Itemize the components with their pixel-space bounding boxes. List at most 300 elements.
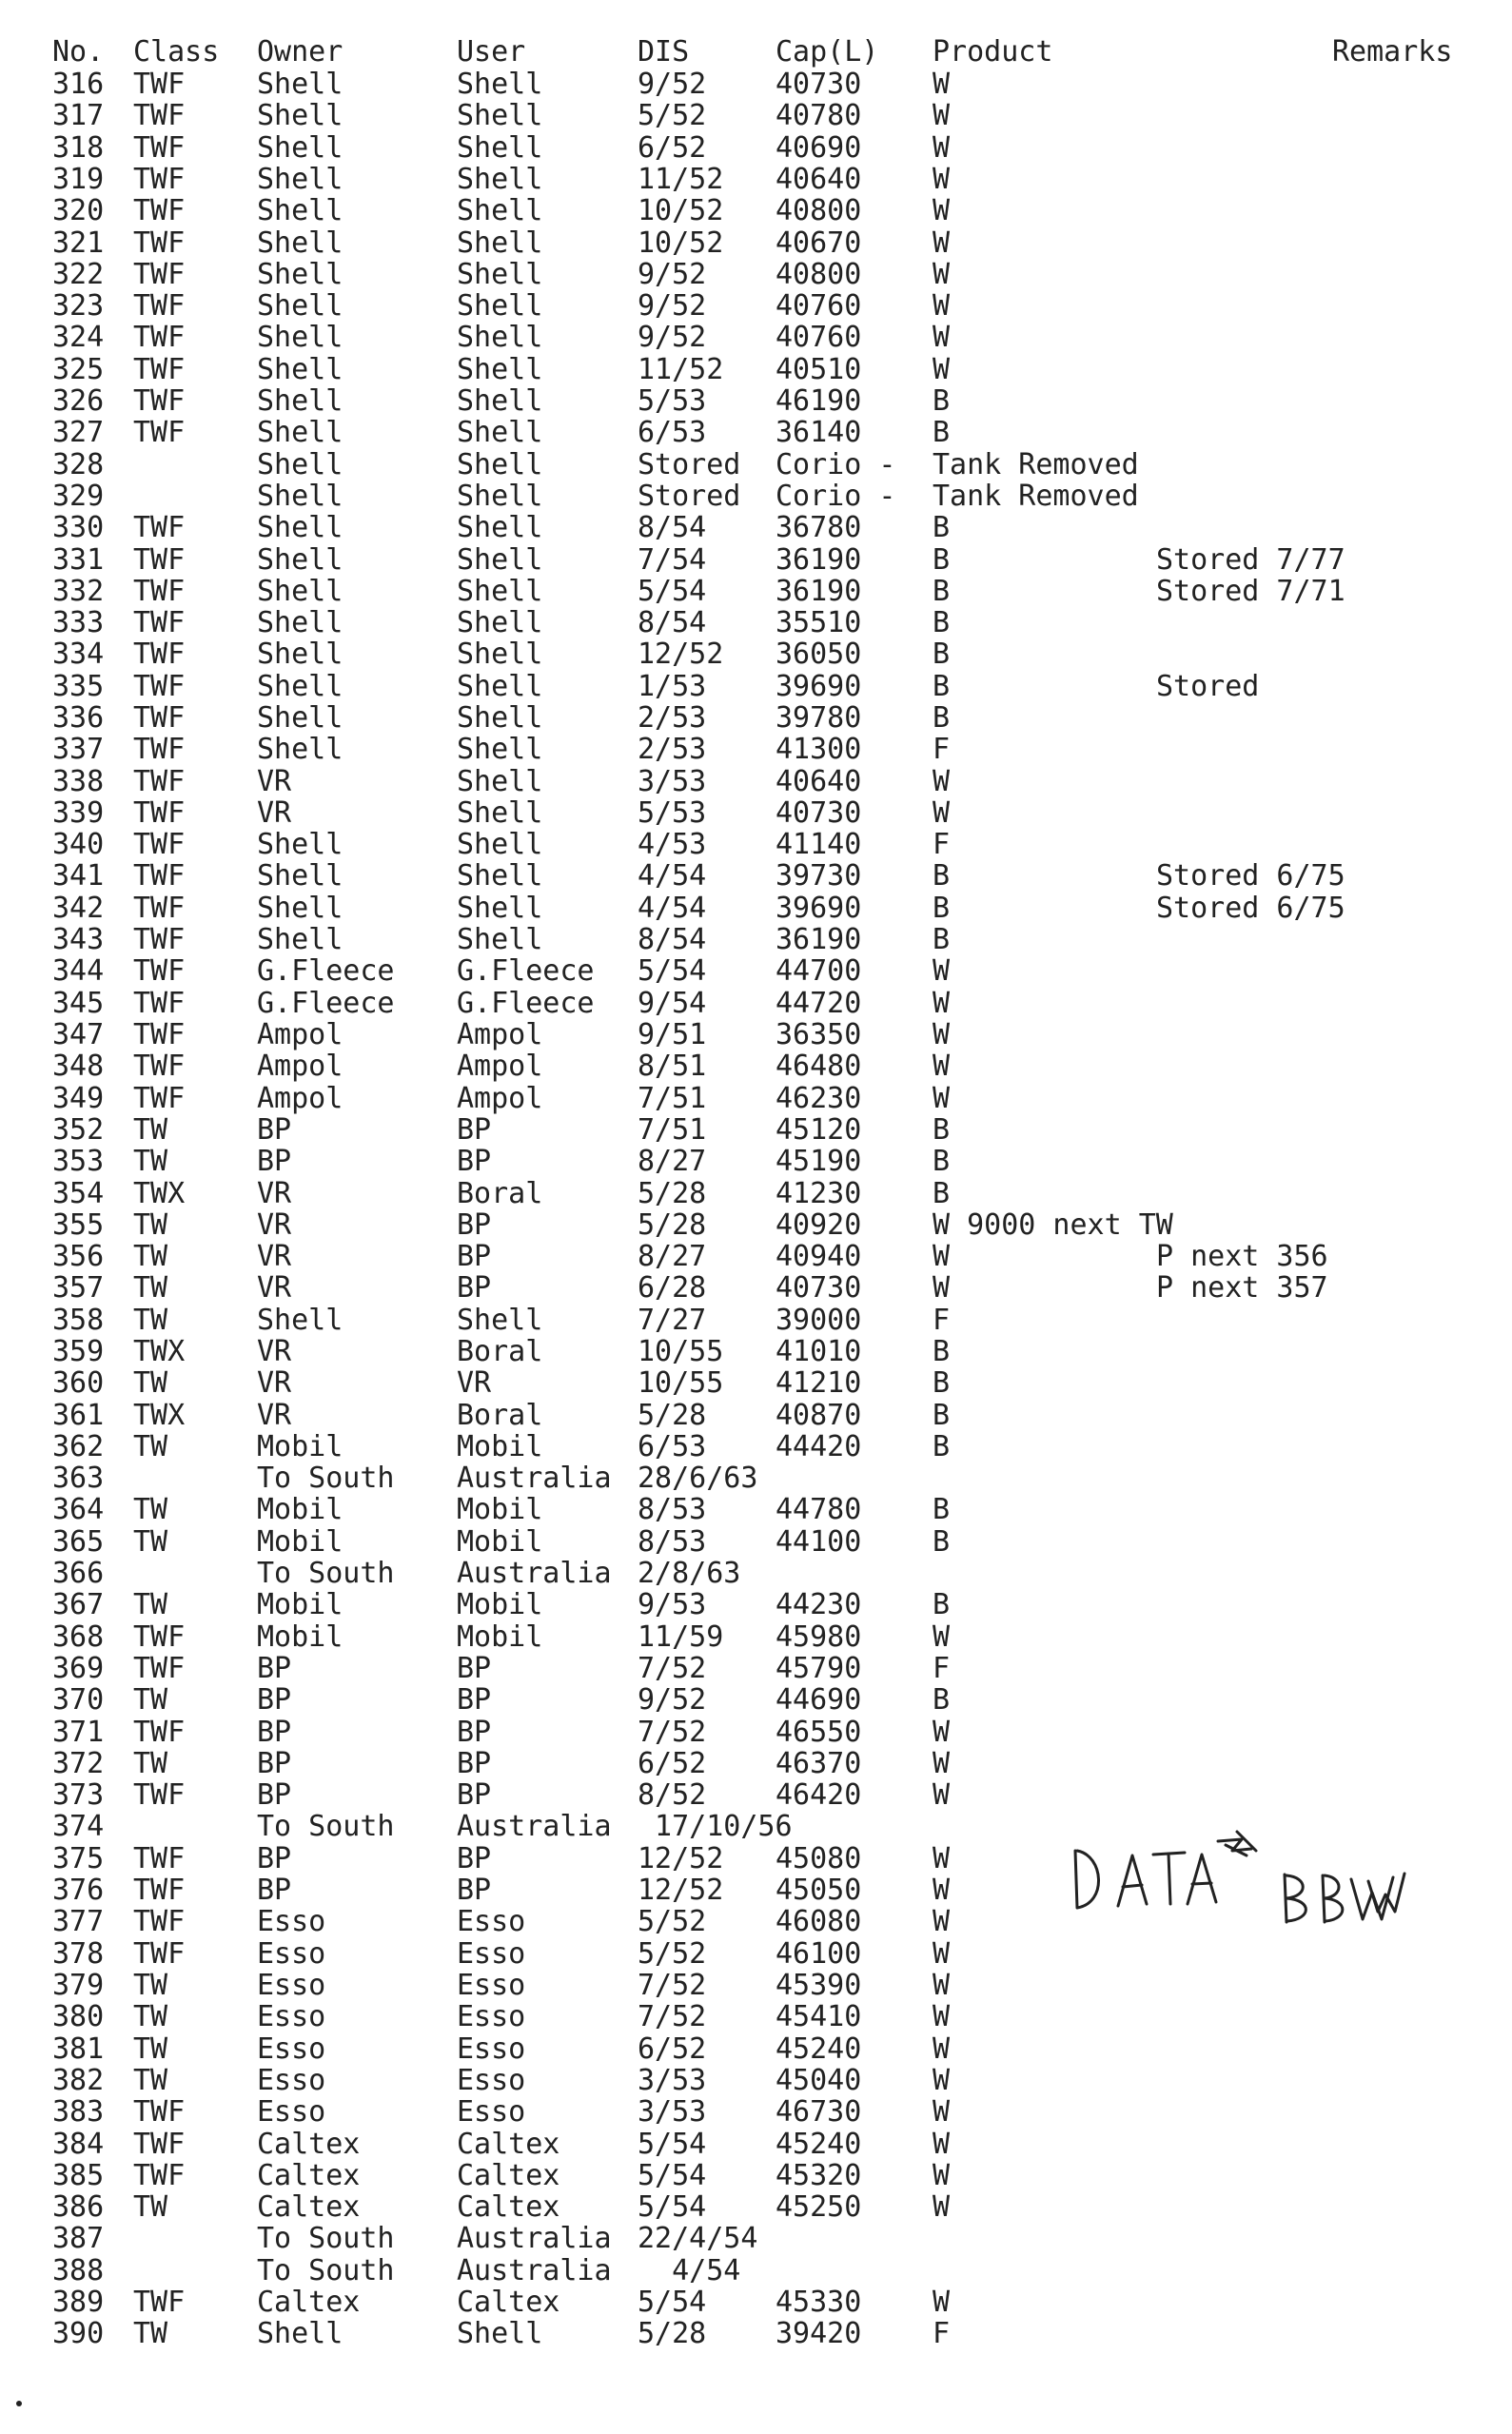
row-product: W [933, 765, 951, 798]
row-remarks: P next 357 [1156, 1271, 1328, 1305]
row-no: 367 [52, 1588, 105, 1621]
row-class: TWF [133, 1050, 186, 1083]
row-class: TWF [133, 226, 186, 260]
row-dis: 2/8/63 [638, 1557, 741, 1590]
row-user: BP [457, 1145, 492, 1178]
row-cap: 40670 [776, 226, 862, 260]
row-user: Shell [457, 353, 543, 386]
row-product: F [933, 1304, 951, 1337]
row-no: 336 [52, 701, 105, 735]
row-remarks: Stored 7/71 [1156, 575, 1345, 608]
row-class: TWF [133, 638, 186, 671]
row-product: W [933, 1050, 951, 1083]
row-product: W [933, 68, 951, 101]
row-no: 383 [52, 2095, 105, 2129]
table-row [0, 2001, 1512, 2033]
row-owner: Shell [257, 892, 344, 925]
row-user: Caltex [457, 2286, 560, 2319]
table-row [0, 1748, 1512, 1780]
row-dis: 6/28 [638, 1271, 707, 1305]
row-owner: To South [257, 2254, 395, 2287]
row-no: 380 [52, 2000, 105, 2033]
row-cap: 46550 [776, 1716, 862, 1749]
table-row [0, 734, 1512, 766]
row-product: B [933, 1493, 951, 1526]
row-no: 319 [52, 163, 105, 196]
table-row [0, 576, 1512, 608]
row-class: TWF [133, 258, 186, 291]
row-remarks: Stored 6/75 [1156, 892, 1345, 925]
row-cap: 40800 [776, 258, 862, 291]
row-dis: 8/27 [638, 1240, 707, 1273]
row-user: Shell [457, 99, 543, 132]
row-dis: 5/52 [638, 1937, 707, 1971]
row-cap: 36350 [776, 1018, 862, 1051]
row-user: Shell [457, 733, 543, 766]
row-no: 331 [52, 543, 105, 577]
row-no: 343 [52, 923, 105, 956]
row-dis: 10/52 [638, 194, 724, 227]
row-product: B [933, 701, 951, 735]
row-user: Shell [457, 796, 543, 830]
row-owner: VR [257, 765, 292, 798]
row-remarks: Stored 7/77 [1156, 543, 1345, 577]
handwritten-note [1066, 1813, 1408, 1927]
table-row [0, 766, 1512, 798]
row-class: TWF [133, 796, 186, 830]
row-product: W [933, 796, 951, 830]
table-row [0, 290, 1512, 323]
row-no: 339 [52, 796, 105, 830]
row-no: 353 [52, 1145, 105, 1178]
table-row [0, 671, 1512, 703]
row-owner: Mobil [257, 1525, 344, 1559]
row-product: W [933, 1747, 951, 1780]
table-row [0, 512, 1512, 544]
row-no: 371 [52, 1716, 105, 1749]
row-no: 369 [52, 1652, 105, 1685]
row-cap: 40940 [776, 1240, 862, 1273]
row-product: W [933, 1271, 951, 1305]
row-user: Caltex [457, 2159, 560, 2192]
table-row [0, 1589, 1512, 1621]
row-cap: 39780 [776, 701, 862, 735]
table-row [0, 132, 1512, 165]
row-owner: VR [257, 796, 292, 830]
row-user: Shell [457, 2317, 543, 2350]
row-no: 359 [52, 1335, 105, 1368]
row-user: Mobil [457, 1430, 543, 1463]
row-cap: 40690 [776, 131, 862, 165]
row-product: B [933, 923, 951, 956]
row-user: Boral [457, 1335, 543, 1368]
table-row [0, 354, 1512, 386]
row-product: B [933, 638, 951, 671]
row-user: Shell [457, 1304, 543, 1337]
row-user: Shell [457, 606, 543, 639]
row-user: Shell [457, 384, 543, 418]
row-dis: 2/53 [638, 733, 707, 766]
row-owner: Mobil [257, 1588, 344, 1621]
row-product: F [933, 2317, 951, 2350]
row-cap: 39730 [776, 859, 862, 893]
row-cap: 40730 [776, 68, 862, 101]
table-row [0, 2191, 1512, 2224]
row-product: B [933, 1177, 951, 1210]
row-class: TW [133, 1430, 168, 1463]
row-dis: 8/53 [638, 1525, 707, 1559]
row-class: TWF [133, 2286, 186, 2319]
row-user: BP [457, 1113, 492, 1147]
row-user: Shell [457, 511, 543, 544]
row-cap: 46370 [776, 1747, 862, 1780]
row-cap: 39690 [776, 892, 862, 925]
row-dis: 17/10/56 [638, 1810, 793, 1843]
row-owner: BP [257, 1778, 292, 1812]
row-cap: 44690 [776, 1683, 862, 1717]
row-product: B [933, 1525, 951, 1559]
row-class: TWF [133, 2159, 186, 2192]
row-cap: 45050 [776, 1874, 862, 1907]
row-product: F [933, 828, 951, 861]
row-product: W [933, 2032, 951, 2066]
row-cap: 45240 [776, 2032, 862, 2066]
row-class: TWF [133, 1842, 186, 1875]
row-product: W [933, 1018, 951, 1051]
row-no: 372 [52, 1747, 105, 1780]
row-user: Shell [457, 543, 543, 577]
row-user: Esso [457, 2032, 526, 2066]
row-dis: 10/55 [638, 1335, 724, 1368]
row-dis: 5/54 [638, 575, 707, 608]
row-owner: Shell [257, 606, 344, 639]
row-user: Esso [457, 1937, 526, 1971]
row-dis: 5/54 [638, 2286, 707, 2319]
table-header [0, 36, 1512, 69]
row-no: 362 [52, 1430, 105, 1463]
row-product: B [933, 670, 951, 703]
row-owner: Shell [257, 226, 344, 260]
row-product: W [933, 353, 951, 386]
row-no: 335 [52, 670, 105, 703]
row-user: Boral [457, 1399, 543, 1432]
row-dis: 7/54 [638, 543, 707, 577]
table-row [0, 259, 1512, 291]
row-owner: Shell [257, 923, 344, 956]
row-user: Shell [457, 258, 543, 291]
row-user: Caltex [457, 2128, 560, 2161]
row-no: 342 [52, 892, 105, 925]
row-cap: 40760 [776, 321, 862, 354]
table-row [0, 1653, 1512, 1685]
row-dis: 8/54 [638, 923, 707, 956]
row-cap: 45120 [776, 1113, 862, 1147]
table-row [0, 2129, 1512, 2161]
row-user: Shell [457, 163, 543, 196]
table-row [0, 1400, 1512, 1432]
row-user: Shell [457, 670, 543, 703]
row-product: W 9000 next TW [933, 1208, 1173, 1242]
row-class: TWF [133, 1874, 186, 1907]
table-row [0, 638, 1512, 671]
row-no: 387 [52, 2222, 105, 2255]
row-owner: Shell [257, 859, 344, 893]
row-cap: 40780 [776, 99, 862, 132]
row-no: 317 [52, 99, 105, 132]
row-no: 379 [52, 1969, 105, 2002]
row-class: TWF [133, 987, 186, 1020]
row-user: Esso [457, 2000, 526, 2033]
row-dis: 9/52 [638, 289, 707, 323]
row-owner: Shell [257, 99, 344, 132]
table-row [0, 2160, 1512, 2192]
row-user: Shell [457, 701, 543, 735]
table-row [0, 1717, 1512, 1749]
row-product: B [933, 1366, 951, 1400]
row-dis: 12/52 [638, 1874, 724, 1907]
row-class: TWF [133, 1937, 186, 1971]
row-owner: VR [257, 1366, 292, 1400]
table-row [0, 69, 1512, 101]
table-row [0, 893, 1512, 925]
row-no: 361 [52, 1399, 105, 1432]
table-row [0, 1970, 1512, 2002]
row-user: Esso [457, 2064, 526, 2097]
row-no: 329 [52, 480, 105, 513]
table-row [0, 1526, 1512, 1559]
row-dis: 5/28 [638, 2317, 707, 2350]
row-class: TW [133, 2317, 168, 2350]
row-product: B [933, 416, 951, 449]
row-no: 327 [52, 416, 105, 449]
row-user: Shell [457, 480, 543, 513]
row-dis: 12/52 [638, 638, 724, 671]
row-owner: Shell [257, 733, 344, 766]
row-class: TWF [133, 892, 186, 925]
table-row [0, 1083, 1512, 1115]
row-product: W [933, 1240, 951, 1273]
table-row [0, 544, 1512, 577]
row-owner: BP [257, 1874, 292, 1907]
row-cap: 46480 [776, 1050, 862, 1083]
row-no: 332 [52, 575, 105, 608]
row-cap: 45790 [776, 1652, 862, 1685]
row-cap: 45390 [776, 1969, 862, 2002]
row-user: BP [457, 1747, 492, 1780]
row-dis: 9/52 [638, 321, 707, 354]
row-no: 358 [52, 1304, 105, 1337]
table-row [0, 702, 1512, 735]
table-row [0, 1305, 1512, 1337]
row-class: TWF [133, 733, 186, 766]
row-product: B [933, 859, 951, 893]
row-owner: Esso [257, 2095, 326, 2129]
row-dis: 8/54 [638, 606, 707, 639]
row-dis: 4/54 [638, 859, 707, 893]
row-user: VR [457, 1366, 492, 1400]
row-owner: G.Fleece [257, 954, 395, 988]
row-product: W [933, 1874, 951, 1907]
row-user: BP [457, 1716, 492, 1749]
row-class: TW [133, 1969, 168, 2002]
row-class: TWX [133, 1177, 186, 1210]
row-product: B [933, 1430, 951, 1463]
row-no: 345 [52, 987, 105, 1020]
row-cap: 40870 [776, 1399, 862, 1432]
row-cap: 39000 [776, 1304, 862, 1337]
row-dis: 5/52 [638, 1905, 707, 1938]
row-no: 330 [52, 511, 105, 544]
row-cap: 40640 [776, 163, 862, 196]
row-user: Australia [457, 2222, 612, 2255]
row-product: W [933, 2190, 951, 2224]
row-owner: Shell [257, 575, 344, 608]
row-product: B [933, 1335, 951, 1368]
row-owner: Shell [257, 1304, 344, 1337]
row-owner: Shell [257, 258, 344, 291]
row-dis: 8/53 [638, 1493, 707, 1526]
row-no: 377 [52, 1905, 105, 1938]
row-owner: VR [257, 1399, 292, 1432]
row-no: 328 [52, 448, 105, 481]
handwritten-note-graphic [1066, 1813, 1408, 1927]
row-dis: 7/51 [638, 1113, 707, 1147]
row-class: TWF [133, 163, 186, 196]
table-row [0, 1938, 1512, 1971]
row-user: Shell [457, 923, 543, 956]
row-dis: 9/52 [638, 1683, 707, 1717]
table-row [0, 1178, 1512, 1210]
row-cap: 44700 [776, 954, 862, 988]
row-cap: 36140 [776, 416, 862, 449]
table-row [0, 1684, 1512, 1717]
row-cap: 45410 [776, 2000, 862, 2033]
row-class: TWF [133, 68, 186, 101]
row-user: Caltex [457, 2190, 560, 2224]
row-product: W [933, 99, 951, 132]
row-class: TWF [133, 954, 186, 988]
row-user: Australia [457, 2254, 612, 2287]
row-product: W [933, 2064, 951, 2097]
row-no: 389 [52, 2286, 105, 2319]
row-dis: 9/53 [638, 1588, 707, 1621]
row-no: 385 [52, 2159, 105, 2192]
table-row [0, 2287, 1512, 2319]
row-user: G.Fleece [457, 954, 595, 988]
row-class: TWF [133, 1018, 186, 1051]
row-cap: 45980 [776, 1620, 862, 1654]
row-product: W [933, 1905, 951, 1938]
row-class: TWF [133, 2128, 186, 2161]
row-dis: 5/28 [638, 1399, 707, 1432]
row-no: 341 [52, 859, 105, 893]
row-class: TWF [133, 859, 186, 893]
row-dis: 10/52 [638, 226, 724, 260]
row-no: 386 [52, 2190, 105, 2224]
row-cap: 46230 [776, 1082, 862, 1115]
row-owner: Shell [257, 828, 344, 861]
row-dis: 10/55 [638, 1366, 724, 1400]
table-row [0, 1336, 1512, 1368]
row-class: TWF [133, 353, 186, 386]
table-row [0, 100, 1512, 132]
table-row [0, 924, 1512, 956]
row-no: 349 [52, 1082, 105, 1115]
row-cap: Corio - [776, 480, 896, 513]
table-row [0, 1621, 1512, 1654]
row-no: 325 [52, 353, 105, 386]
table-row [0, 1367, 1512, 1400]
row-dis: 11/52 [638, 353, 724, 386]
table-row [0, 1209, 1512, 1242]
row-cap: 41010 [776, 1335, 862, 1368]
row-dis: 8/27 [638, 1145, 707, 1178]
row-product: B [933, 606, 951, 639]
row-cap: 41140 [776, 828, 862, 861]
row-no: 333 [52, 606, 105, 639]
table-row [0, 1050, 1512, 1083]
row-dis: Stored [638, 448, 741, 481]
row-cap: Corio - [776, 448, 896, 481]
row-no: 364 [52, 1493, 105, 1526]
table-row [0, 164, 1512, 196]
row-owner: To South [257, 1810, 395, 1843]
row-product: W [933, 1937, 951, 1971]
row-class: TW [133, 1747, 168, 1780]
row-cap: 36190 [776, 575, 862, 608]
row-user: Esso [457, 1905, 526, 1938]
row-class: TW [133, 2000, 168, 2033]
row-cap: 40730 [776, 796, 862, 830]
row-product: B [933, 1588, 951, 1621]
row-owner: Shell [257, 2317, 344, 2350]
row-owner: Shell [257, 321, 344, 354]
header-user: User [457, 35, 526, 69]
row-cap: 45330 [776, 2286, 862, 2319]
table-row [0, 607, 1512, 639]
row-dis: 4/54 [638, 892, 707, 925]
row-product: W [933, 289, 951, 323]
row-dis: 22/4/54 [638, 2222, 758, 2255]
header-dis: DIS [638, 35, 690, 69]
row-user: BP [457, 1683, 492, 1717]
row-class: TWF [133, 131, 186, 165]
row-dis: 7/52 [638, 1652, 707, 1685]
table-row [0, 988, 1512, 1020]
row-dis: 5/53 [638, 384, 707, 418]
row-class: TW [133, 1240, 168, 1273]
row-product: W [933, 1620, 951, 1654]
table-row [0, 385, 1512, 418]
table-row [0, 227, 1512, 260]
row-owner: Shell [257, 353, 344, 386]
header-owner: Owner [257, 35, 344, 69]
row-user: Shell [457, 194, 543, 227]
row-cap: 40760 [776, 289, 862, 323]
row-class: TW [133, 2064, 168, 2097]
row-class: TW [133, 1588, 168, 1621]
header-class: Class [133, 35, 220, 69]
row-owner: Ampol [257, 1018, 344, 1051]
header-cap: Cap(L) [776, 35, 879, 69]
row-no: 375 [52, 1842, 105, 1875]
row-user: Mobil [457, 1493, 543, 1526]
table-row [0, 1494, 1512, 1526]
row-no: 378 [52, 1937, 105, 1971]
row-no: 352 [52, 1113, 105, 1147]
row-cap: 45080 [776, 1842, 862, 1875]
row-class: TW [133, 1145, 168, 1178]
